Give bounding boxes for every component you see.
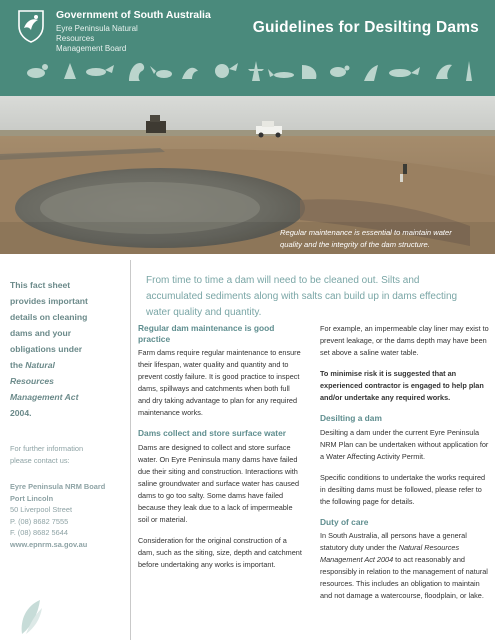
government-name: Government of South Australia xyxy=(56,9,211,21)
native-animals-icons xyxy=(26,57,476,85)
photo-caption: Regular maintenance is essential to maintain water quality and the integrity of the dam structure. xyxy=(280,228,452,249)
heading-regular-maintenance: Regular dam maintenance is good practice xyxy=(138,323,275,344)
leaf-icon xyxy=(16,598,46,636)
paragraph-maintenance: Farm dams require regular maintenance to ensure their lifespan, water quality and quantity and to prevent costly failure. It is good practice to inspect dams, spillways and catchments when both full and dry taking advantage to plan for any required maintenance works. xyxy=(138,348,301,417)
contact-intro: For further information please contact us: xyxy=(10,444,84,465)
paragraph-minimise-risk: To minimise risk it is suggested that an experienced contractor is engaged to help plan and/or undertake any required works. xyxy=(320,369,484,402)
fact-sheet-summary: This fact sheet provides important details on cleaning dams and your obligations under the Natural Resources Management Act 2004. xyxy=(10,280,88,418)
heading-duty-of-care: Duty of care xyxy=(320,516,369,527)
contact-phone: P. (08) 8682 7555 xyxy=(10,516,69,526)
board-name: Eyre Peninsula Natural Resources Management Board xyxy=(56,24,138,53)
sidebar xyxy=(10,277,122,551)
contact-details xyxy=(10,481,122,551)
header-band xyxy=(0,0,495,96)
state-badge-icon xyxy=(16,8,46,44)
contact-organisation: Eyre Peninsula NRM Board xyxy=(10,482,106,491)
paragraph-collect-store: Dams are designed to collect and store surface water. On Eyre Peninsula many dams have failed due their siting and construction. Interactions with saline groundwater and surface water has caused dams to go too salty. Some dams have failed because they leak due to a lack of impermeable soil or material. xyxy=(138,442,300,524)
document-title: Guidelines for Desilting Dams xyxy=(252,19,479,36)
heading-desilting: Desilting a dam xyxy=(320,413,382,423)
column-divider xyxy=(130,260,131,640)
intro-paragraph: From time to time a dam will need to be cleaned out. Silts and accumulated sediments along with salts can build up in dams effecting water quality and quantity. xyxy=(146,275,458,319)
contact-street: 50 Liverpool Street xyxy=(10,505,73,515)
contact-website-link[interactable]: www.epnrm.sa.gov.au xyxy=(10,539,88,549)
content-column-left xyxy=(138,323,303,580)
paragraph-desilting: Desilting a dam under the current Eyre Peninsula NRM Plan can be undertaken without application for a Water Affecting Activity Permit. xyxy=(320,427,489,461)
paragraph-consideration: Consideration for the original construction of a dam, such as the siting, size, depth and catchment before undertaking any works is important. xyxy=(138,535,302,569)
heading-collect-store: Dams collect and store surface water xyxy=(138,428,287,438)
paragraph-example: For example, an impermeable clay liner may exist to prevent leakage, or the dams depth may have been set above a saline water table. xyxy=(320,324,489,357)
content-column-right xyxy=(320,323,490,611)
paragraph-duty-of-care: In South Australia, all persons have a general statutory duty under the Natural Resources Management Act 2004 to act reasonably and responsibly in relation to the management of natural resources. This includes an obligation to maintain and not damage a watercourse, floodplain, or lake. xyxy=(320,531,488,600)
contact-town: Port Lincoln xyxy=(10,493,54,503)
paragraph-conditions: Specific conditions to undertake the works required in desilting dams must be followed, please refer to the following page for details. xyxy=(320,472,486,506)
contact-fax: F. (08) 8682 5644 xyxy=(10,528,68,538)
